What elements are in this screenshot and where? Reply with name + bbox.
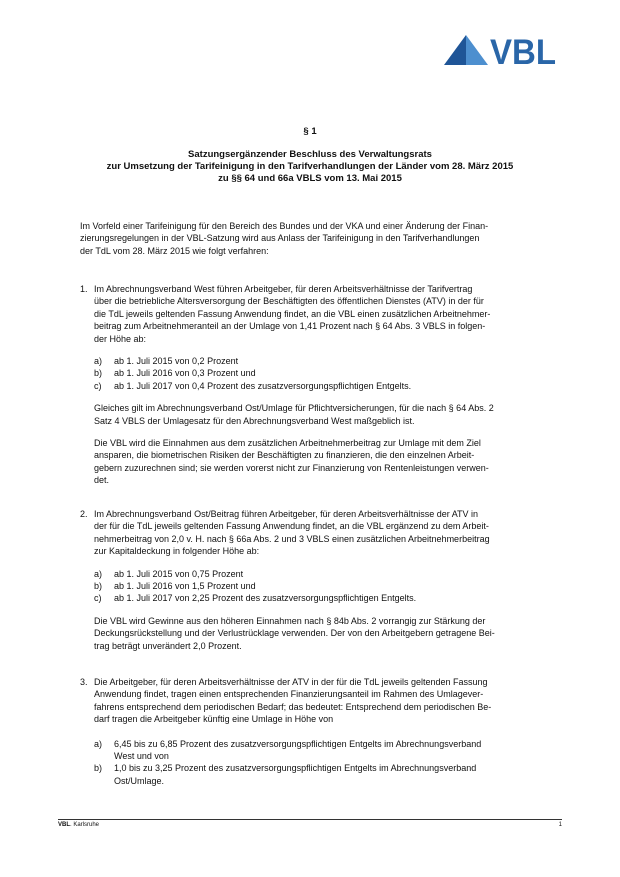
text-line: West und von <box>114 751 169 762</box>
footer-rule <box>58 819 562 820</box>
text-line: zur Kapitaldeckung in folgender Höhe ab: <box>94 546 260 557</box>
text-line: ab 1. Juli 2016 von 0,3 Prozent und <box>114 368 256 379</box>
item-paragraph <box>94 508 569 558</box>
text-line: ab 1. Juli 2016 von 1,5 Prozent und <box>114 581 256 592</box>
sub-marker: a) <box>94 568 103 579</box>
text-line: der TdL vom 28. März 2015 wie folgt verfahren: <box>80 245 269 256</box>
sub-list-item <box>94 592 569 604</box>
intro-paragraph <box>80 220 568 257</box>
sub-marker: b) <box>94 763 103 774</box>
item-paragraph <box>94 437 569 487</box>
text-line: ab 1. Juli 2015 von 0,2 Prozent <box>114 356 239 367</box>
item-number: 2. <box>80 509 88 519</box>
sub-list-item <box>94 380 569 392</box>
text-line: gebern zuzurechnen sind; sie werden vorerst nicht zur Finanzierung von Rentenleistungen verwen- <box>94 462 489 473</box>
text-line: ab 1. Juli 2015 von 0,75 Prozent <box>114 568 244 579</box>
text-line: der Höhe ab: <box>94 333 147 344</box>
text-line: Im Abrechnungsverband Ost/Beitrag führen Arbeitgeber, für deren Arbeitsverhältnisse der ATV in <box>94 509 479 519</box>
item-paragraph <box>94 283 569 345</box>
page-footer <box>58 822 562 828</box>
item-paragraph <box>94 676 569 726</box>
vbl-logo <box>444 34 558 66</box>
title-line: zu §§ 64 und 66a VBLS vom 13. Mai 2015 <box>218 173 402 184</box>
text-line: Im Vorfeld einer Tarifeinigung für den Bereich des Bundes und der VKA und einer Änderung der Finan- <box>80 221 489 231</box>
sub-list-item <box>94 367 569 379</box>
text-line: det. <box>94 475 110 486</box>
text-line: nehmerbeitrag von 2,0 v. H. nach § 66a Abs. 2 und 3 VBLS einen zusätzlichen Arbeitnehmerbeitrag <box>94 533 490 544</box>
footer-org-name: VBL <box>58 822 70 828</box>
sub-marker: a) <box>94 356 103 367</box>
item-number: 3. <box>80 677 88 687</box>
resolution-title <box>0 149 620 185</box>
title-line: zur Umsetzung der Tarifeinigung in den Tarifverhandlungen der Länder vom 28. März 2015 <box>106 161 514 172</box>
text-line: ab 1. Juli 2017 von 2,25 Prozent des zusatzversorgungspflichtigen Entgelts. <box>114 593 417 604</box>
sub-list <box>94 738 569 788</box>
text-line: Anwendung findet, tragen einen entsprechenden Finanzierungsanteil im Rahmen des Umlagever- <box>94 689 484 700</box>
footer-org <box>58 822 99 828</box>
section-number: § 1 <box>303 126 317 137</box>
item-content <box>94 508 569 652</box>
sub-marker: c) <box>94 380 102 391</box>
sub-list <box>94 568 569 605</box>
text-line: fahrens entsprechend dem periodischen Bedarf; das bedeutet: Entsprechend dem periodischen Be- <box>94 701 492 712</box>
text-line: ansparen, die biometrischen Risiken der Beschäftigten zu finanzieren, die den einzelnen Arbeit- <box>94 450 475 461</box>
text-line: darf tragen die Arbeitgeber künftig eine Umlage in Höhe von <box>94 714 334 725</box>
item-paragraph <box>94 402 569 427</box>
text-line: Ost/Umlage. <box>114 775 165 786</box>
item-number: 1. <box>80 284 88 294</box>
sub-marker: b) <box>94 368 103 379</box>
footer-city: . Karlsruhe <box>70 822 100 828</box>
text-line: Die VBL wird die Einnahmen aus dem zusätzlichen Arbeitnehmerbeitrag zur Umlage mit dem Ziel <box>94 438 481 449</box>
text-line: Gleiches gilt im Abrechnungsverband Ost/Umlage für Pflichtversicherungen, für die nach § 64 Abs. 2 <box>94 403 494 414</box>
text-line: die TdL jeweils geltenden Fassung Anwendung findet, an die VBL einen zusätzlichen Arbeitnehmer- <box>94 308 491 319</box>
sub-list-item <box>94 762 569 787</box>
text-line: zierungsregelungen in der VBL-Satzung wird aus Anlass der Tarifeinigung in den Tarifverhandlungen <box>80 233 480 244</box>
text-line: Im Abrechnungsverband West führen Arbeitgeber, für deren Arbeitsverhältnisse der Tarifvertrag <box>94 284 473 294</box>
text-line: Satz 4 VBLS der Umlagesatz für den Abrechnungsverband West maßgeblich ist. <box>94 415 415 426</box>
text-line: trag beträgt unverändert 2,0 Prozent. <box>94 640 242 651</box>
text-line: Die VBL wird Gewinne aus den höheren Einnahmen nach § 84b Abs. 2 vorrangig zur Stärkung der <box>94 615 486 626</box>
text-line: Deckungsrückstellung und der Verlustrücklage verwenden. Der von den Arbeitgebern getragene Bei- <box>94 628 495 639</box>
sub-marker: a) <box>94 738 103 749</box>
vbl-logo-text: VBL <box>490 34 556 66</box>
text-line: der für die TdL jeweils geltenden Fassung Anwendung findet, an die VBL ergänzend zu dem Arbeit- <box>94 521 489 532</box>
text-line: ab 1. Juli 2017 von 0,4 Prozent des zusatzversorgungspflichtigen Entgelts. <box>114 380 412 391</box>
vbl-logo-mark <box>444 34 558 66</box>
sub-marker: b) <box>94 581 103 592</box>
item-content <box>94 283 569 487</box>
sub-list-item <box>94 568 569 580</box>
sub-list <box>94 355 569 392</box>
title-line: Satzungsergänzender Beschluss des Verwaltungsrats <box>188 149 432 160</box>
page-number: 1 <box>558 822 562 828</box>
text-line: 6,45 bis zu 6,85 Prozent des zusatzversorgungspflichtigen Entgelts im Abrechnungsverband <box>114 738 482 749</box>
item-content <box>94 676 569 787</box>
sub-list-item <box>94 738 569 763</box>
heading-block <box>0 126 620 185</box>
text-line: beitrag zum Arbeitnehmeranteil an der Umlage von 1,41 Prozent nach § 64 Abs. 3 VBLS in folgen- <box>94 321 486 332</box>
sub-list-item <box>94 580 569 592</box>
sub-list-item <box>94 355 569 367</box>
sub-marker: c) <box>94 593 102 604</box>
text-line: 1,0 bis zu 3,25 Prozent des zusatzversorgungspflichtigen Entgelts im Abrechnungsverband <box>114 763 477 774</box>
text-line: Die Arbeitgeber, für deren Arbeitsverhältnisse der ATV in der für die TdL jeweils geltenden Fassung <box>94 677 488 687</box>
item-paragraph <box>94 615 569 652</box>
text-line: über die betriebliche Altersversorgung der Beschäftigten des öffentlichen Dienstes (ATV) in der für <box>94 296 484 307</box>
